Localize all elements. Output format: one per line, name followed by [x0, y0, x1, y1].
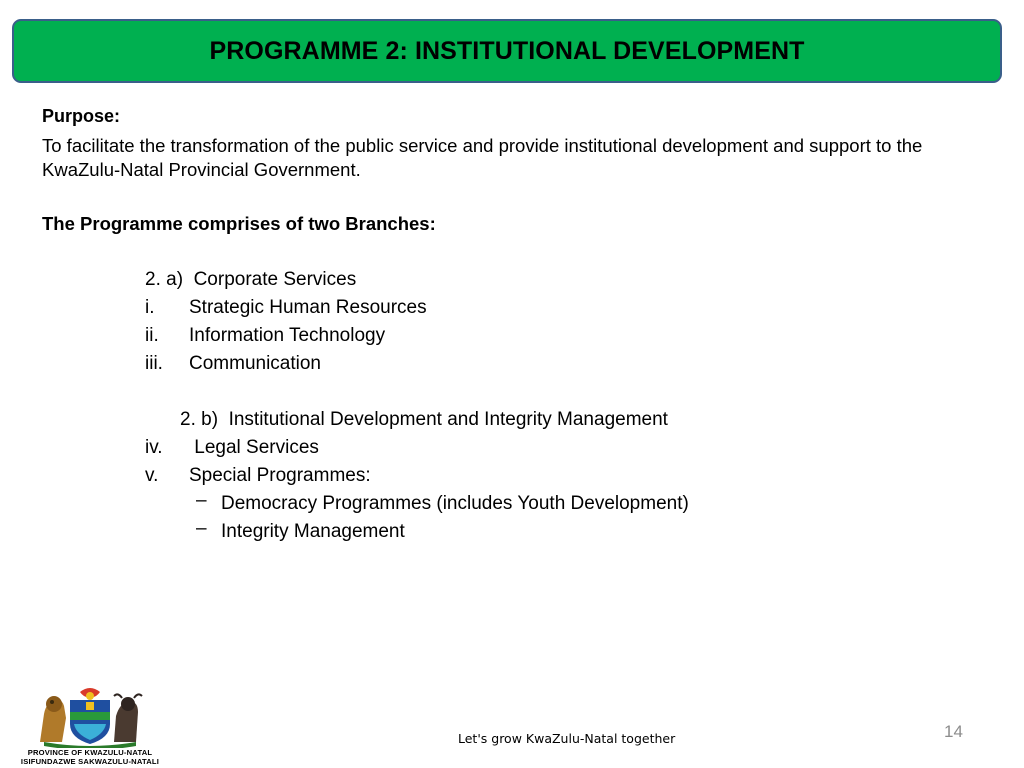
list-marker: iii. — [145, 353, 163, 374]
list-marker: v. — [145, 465, 159, 486]
list-marker: ii. — [145, 325, 159, 346]
sub-list-item: Democracy Programmes (includes Youth Development) — [221, 493, 689, 514]
page-number: 14 — [944, 722, 963, 741]
footer-slogan: Let's grow KwaZulu-Natal together — [458, 731, 676, 746]
list-marker: i. — [145, 297, 155, 318]
branch-b-label: 2. b) Institutional Development and Integrity Management — [180, 409, 668, 430]
list-item: Communication — [189, 353, 321, 374]
kzn-coat-of-arms-icon — [10, 684, 170, 768]
purpose-heading: Purpose: — [42, 106, 121, 126]
dash-marker: – — [196, 518, 207, 539]
sub-list-item: Integrity Management — [221, 521, 405, 542]
logo-caption-line2: ISIFUNDAZWE SAKWAZULU-NATALI — [20, 757, 160, 766]
list-item: Special Programmes: — [189, 465, 371, 486]
page-title: PROGRAMME 2: INSTITUTIONAL DEVELOPMENT — [209, 36, 805, 65]
logo-caption-line1: PROVINCE OF KWAZULU-NATAL — [27, 748, 153, 757]
dash-marker: – — [196, 490, 207, 511]
list-marker: iv. — [145, 437, 163, 458]
purpose-text: To facilitate the transformation of the public service and provide institutional development and support to the KwaZulu-Natal Provincial Government. — [42, 135, 923, 180]
list-item: Information Technology — [189, 325, 386, 346]
list-item: Strategic Human Resources — [189, 297, 427, 318]
list-item: Legal Services — [189, 437, 319, 458]
title-banner — [12, 19, 1002, 83]
coat-of-arms-emblem — [10, 684, 170, 748]
branch-a-label: 2. a) Corporate Services — [145, 269, 357, 290]
branches-heading: The Programme comprises of two Branches: — [42, 213, 436, 234]
